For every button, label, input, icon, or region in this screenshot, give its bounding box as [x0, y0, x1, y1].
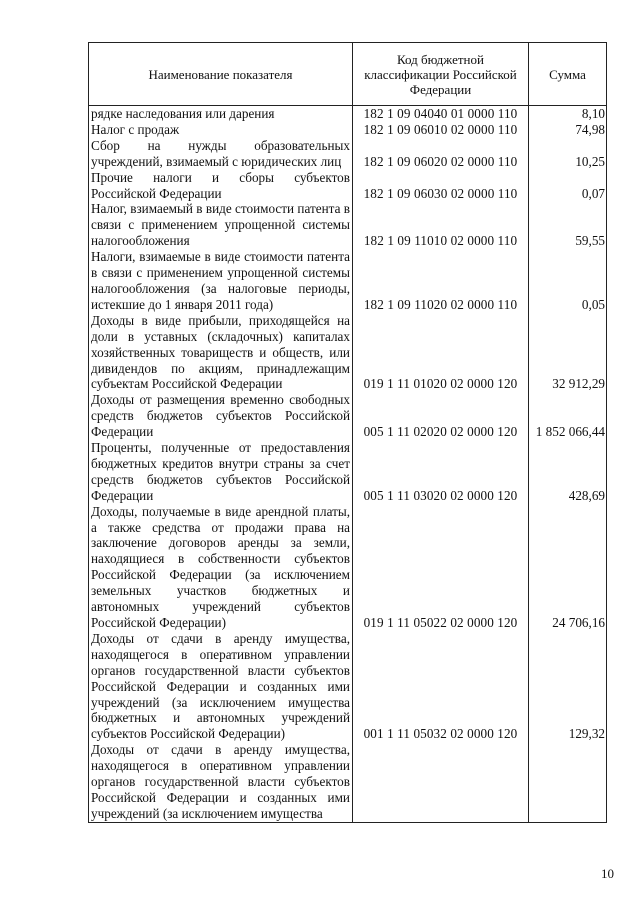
row-sum: 129,32 — [529, 631, 607, 742]
header-sum: Сумма — [529, 43, 607, 106]
table-row — [89, 106, 607, 122]
row-sum: 1 852 066,44 — [529, 392, 607, 440]
row-name: Налоги, взимаемые в виде стоимости патента в связи с применением упрощенной системы налогообложения (за налоговые периоды, истекшие до 1 января 2011 года) — [89, 249, 353, 313]
table-row — [89, 392, 607, 440]
row-code: 019 1 11 01020 02 0000 120 — [353, 313, 529, 393]
row-code: 182 1 09 04040 01 0000 110 — [353, 106, 529, 122]
row-name: Сбор на нужды образовательных учреждений, взимаемый с юридических лиц — [89, 138, 353, 170]
table-row — [89, 313, 607, 393]
row-code: 182 1 09 06020 02 0000 110 — [353, 138, 529, 170]
table-row — [89, 249, 607, 313]
revenue-table — [88, 42, 607, 823]
table-header-row — [89, 43, 607, 106]
table-row — [89, 440, 607, 504]
header-code: Код бюджетной классификации Российской Федерации — [353, 43, 529, 106]
row-code: 182 1 09 11020 02 0000 110 — [353, 249, 529, 313]
row-name: Налог с продаж — [89, 122, 353, 138]
table-row — [89, 170, 607, 202]
row-code — [353, 742, 529, 822]
table-row — [89, 201, 607, 249]
table-row — [89, 631, 607, 742]
row-sum: 24 706,16 — [529, 504, 607, 631]
row-sum: 428,69 — [529, 440, 607, 504]
row-sum: 10,25 — [529, 138, 607, 170]
table-row — [89, 138, 607, 170]
row-name: Доходы от сдачи в аренду имущества, находящегося в оперативном управлении органов государственной власти субъектов Российской Федерации и созданных ими учреждений (за исключением имущества бюджетных и автономных учреждений субъектов Российской Федерации) — [89, 631, 353, 742]
row-name: рядке наследования или дарения — [89, 106, 353, 122]
table-row — [89, 742, 607, 822]
row-sum: 59,55 — [529, 201, 607, 249]
row-sum: 0,07 — [529, 170, 607, 202]
row-code: 005 1 11 02020 02 0000 120 — [353, 392, 529, 440]
row-name: Прочие налоги и сборы субъектов Российской Федерации — [89, 170, 353, 202]
row-code: 182 1 09 11010 02 0000 110 — [353, 201, 529, 249]
row-sum: 8,10 — [529, 106, 607, 122]
row-name: Доходы от размещения временно свободных средств бюджетов субъектов Российской Федерации — [89, 392, 353, 440]
row-code: 019 1 11 05022 02 0000 120 — [353, 504, 529, 631]
page-number: 10 — [601, 866, 614, 881]
row-name: Доходы, получаемые в виде арендной платы, а также средства от продажи права на заключение договоров аренды за земли, находящиеся в собственности субъектов Российской Федерации (за исключением земельных участков бюджетных и автономных учреждений субъектов Российской Федерации) — [89, 504, 353, 631]
row-code: 182 1 09 06030 02 0000 110 — [353, 170, 529, 202]
row-name: Доходы в виде прибыли, приходящейся на доли в уставных (складочных) капиталах хозяйственных товариществ и обществ, или дивидендов по акциям, принадлежащим субъектам Российской Федерации — [89, 313, 353, 393]
row-code: 182 1 09 06010 02 0000 110 — [353, 122, 529, 138]
header-name: Наименование показателя — [89, 43, 353, 106]
row-sum: 74,98 — [529, 122, 607, 138]
row-name: Проценты, полученные от предоставления бюджетных кредитов внутри страны за счет средств бюджетов субъектов Российской Федерации — [89, 440, 353, 504]
table-row — [89, 504, 607, 631]
row-sum: 32 912,29 — [529, 313, 607, 393]
row-name: Налог, взимаемый в виде стоимости патента в связи с применением упрощенной системы налогообложения — [89, 201, 353, 249]
table-row — [89, 122, 607, 138]
row-name: Доходы от сдачи в аренду имущества, находящегося в оперативном управлении органов государственной власти субъектов Российской Федерации и созданных ими учреждений (за исключением имущества — [89, 742, 353, 822]
row-code: 001 1 11 05032 02 0000 120 — [353, 631, 529, 742]
row-sum — [529, 742, 607, 822]
row-sum: 0,05 — [529, 249, 607, 313]
row-code: 005 1 11 03020 02 0000 120 — [353, 440, 529, 504]
